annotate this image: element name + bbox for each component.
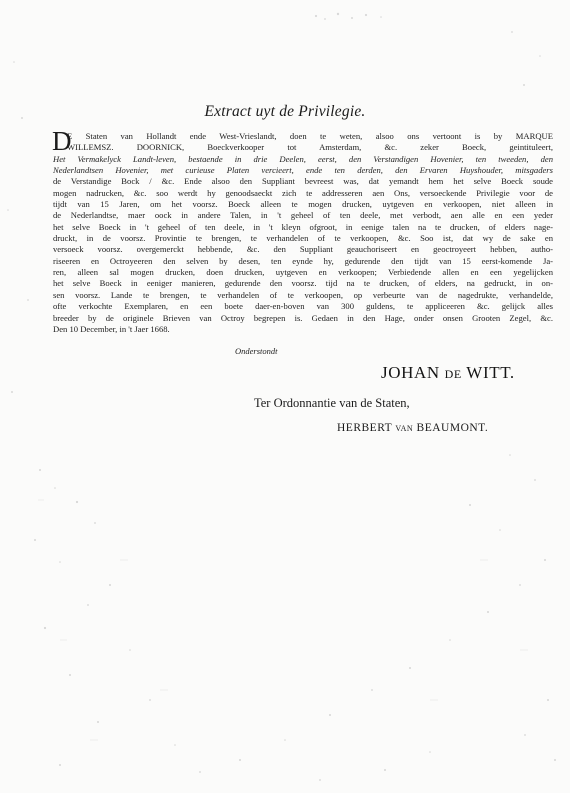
signature-label: Onderstondt bbox=[235, 346, 278, 356]
ordonnantie-line: Ter Ordonnantie van de Staten, bbox=[254, 396, 410, 410]
text-line: de Nederlandtse, maer oock in andere Talen, in 't geheel of ten deele, met verbodt, aen alle en een yeder bbox=[53, 210, 553, 221]
document-title: Extract uyt de Privilegie. bbox=[204, 103, 366, 120]
text-line: sen voorsz. Lande te brengen, te verhandelen of te verkoopen, op verbeurte van de nagedrukte, verhandelde, bbox=[53, 289, 553, 300]
text-line: ren, alleen sal mogen drucken, doen drucken, uytgeven en verkoopen; Verbiedende allen en een yegelijcken bbox=[53, 267, 553, 278]
text-line: Den 10 December, in 't Jaer 1668. bbox=[53, 323, 170, 334]
text-line: WILLEMSZ. DOORNICK, Boeckverkooper tot Amsterdam, &c. zeker Boeck, geintituleert, bbox=[67, 142, 553, 153]
text-line: ofte verkochte Exemplaren, en een boete daer-en-boven van 300 guldens, te appliceeren &c. gelijck alles bbox=[53, 301, 553, 312]
text-line: versoeck voorsz. overgemerckt hebbende, &c. den Suppliant geauchoriseert en geoctroyeert hebben, autho- bbox=[53, 244, 553, 255]
text-line: Nederlandtsen Hovenier, met curieuse Platen vercieert, ende ten derden, den Ervaren Huyshouder, mitsgaders bbox=[53, 165, 553, 176]
text-line: tijdt van 15 Jaren, om het voorsz. Boeck alleen te mogen drucken, uytgeven en verkoopen, niet alleen in bbox=[53, 199, 553, 210]
text-line: mogen nadrucken, &c. soo werdt hy genoodsaeckt zich te addresseren aen Ons, versoeckende Privilegie voor de bbox=[53, 187, 553, 198]
privilege-text bbox=[52, 126, 553, 335]
text-line: het selve Boeck in eeniger manieren, gedurende den voorsz. tijd na te drucken, of elders, na gedruckt, in on- bbox=[53, 278, 553, 289]
text-line: de Verstandige Bock / &c. Ende alsoo den Suppliant bevreest was, dat yemandt hem het selve Boeck soude bbox=[53, 176, 553, 187]
text-line: druckt, in de voorsz. Provintie te brengen, te verhandelen of te verkoopen, &c. Soo ist, dat wy de sake en bbox=[53, 233, 553, 244]
text-line: breeder by de originele Brieven van Octroy begrepen is. Gedaen in den Hage, onder onsen Grooten Zegel, &c. bbox=[53, 312, 553, 323]
secretary-name: HERBERT van BEAUMONT. bbox=[337, 422, 489, 434]
text-line: E Staten van Hollandt ende West-Vrieslandt, doen te weten, alsoo ons vertoont is by MARQUE bbox=[67, 131, 553, 141]
signatory-name: JOHAN de WITT. bbox=[381, 363, 515, 382]
text-line: Het Vermakelyck Landt-leven, bestaende in drie Deelen, eerst, den Verstandigen Hovenier, ten tweeden, den bbox=[53, 153, 553, 164]
text-line: riseeren en Octroyeeren den selven by desen, ten eynde hy, gedurende den tijdt van 15 eerst-komende Ja- bbox=[53, 255, 553, 266]
drop-cap: D bbox=[52, 126, 72, 156]
text-line: het selve Boeck in 't geheel of ten deele, in 't kleyn ofgroot, in eenige talen na te drucken, of elders nage- bbox=[53, 221, 553, 232]
